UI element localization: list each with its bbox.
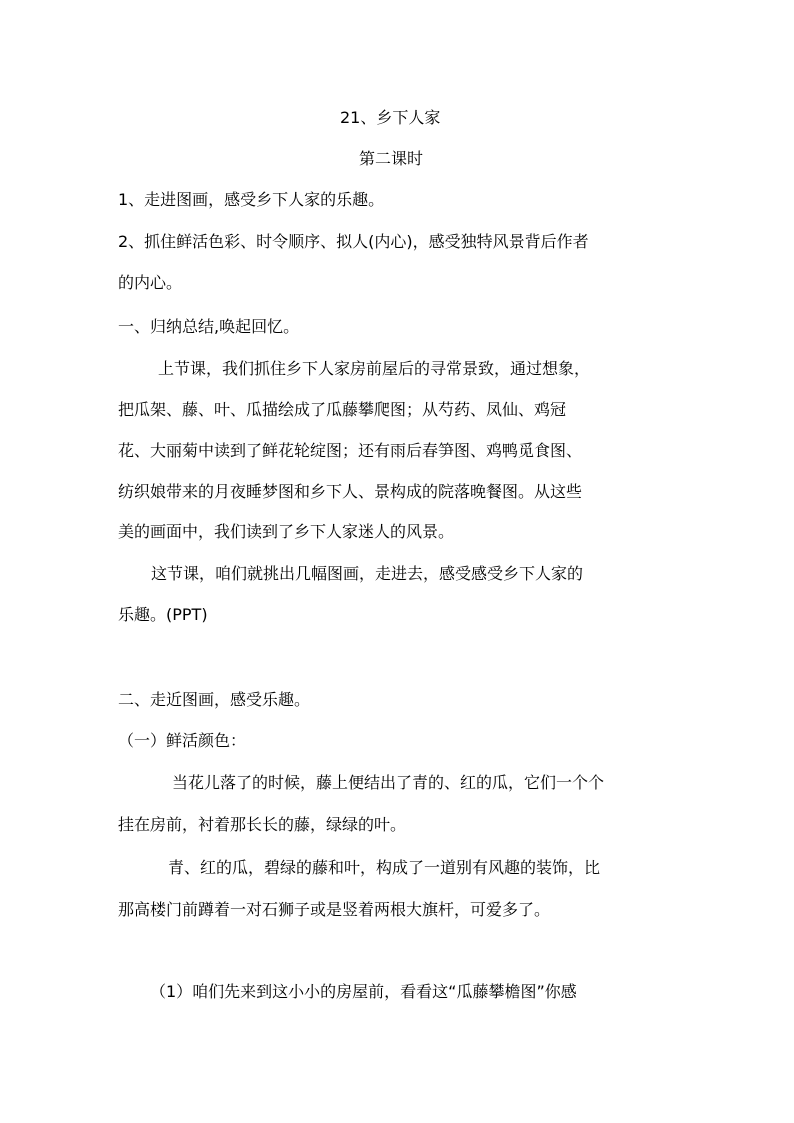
question-1: （1）咱们先来到这小小的房屋前，看看这“瓜藤攀檐图”你感 bbox=[150, 982, 577, 1001]
section1-para2-line1: 这节课，咱们就挑出几幅图画，走进去，感受感受乡下人家的 bbox=[151, 564, 584, 583]
lesson-subtitle: 第二课时 bbox=[359, 149, 424, 168]
section2-heading: 二、走近图画，感受乐趣。 bbox=[118, 690, 311, 709]
objective-1: 1、走进图画，感受乡下人家的乐趣。 bbox=[118, 190, 385, 209]
section1-heading: 一、归纳总结,唤起回忆。 bbox=[118, 317, 300, 336]
section1-para1-line5: 美的画面中，我们读到了乡下人家迷人的风景。 bbox=[118, 522, 455, 541]
quote2-line1: 青、红的瓜，碧绿的藤和叶，构成了一道别有风趣的装饰，比 bbox=[168, 858, 601, 877]
quote1-line2: 挂在房前，衬着那长长的藤，绿绿的叶。 bbox=[118, 815, 407, 834]
section2-sub-heading: （一）鲜活颜色： bbox=[118, 731, 247, 750]
section1-para1-line3: 花、大丽菊中读到了鲜花轮绽图；还有雨后春笋图、鸡鸭觅食图、 bbox=[118, 441, 583, 460]
section1-para1-line4: 纺织娘带来的月夜睡梦图和乡下人、景构成的院落晚餐图。从这些 bbox=[118, 482, 583, 501]
objective-2-continued: 的内心。 bbox=[118, 273, 183, 292]
section1-para1-line1: 上节课，我们抓住乡下人家房前屋后的寻常景致，通过想象， bbox=[158, 359, 591, 378]
quote1-line1: 当花儿落了的时候，藤上便结出了青的、红的瓜，它们一个个 bbox=[172, 773, 605, 792]
section1-para2-line2: 乐趣。(PPT) bbox=[118, 605, 208, 624]
page-title: 21、乡下人家 bbox=[340, 108, 441, 127]
quote2-line2: 那高楼门前蹲着一对石狮子或是竖着两根大旗杆，可爱多了。 bbox=[118, 900, 551, 919]
objective-2: 2、抓住鲜活色彩、时令顺序、拟人(内心)，感受独特风景背后作者 bbox=[118, 232, 589, 251]
section1-para1-line2: 把瓜架、藤、叶、瓜描绘成了瓜藤攀爬图；从芍药、凤仙、鸡冠 bbox=[118, 400, 567, 419]
